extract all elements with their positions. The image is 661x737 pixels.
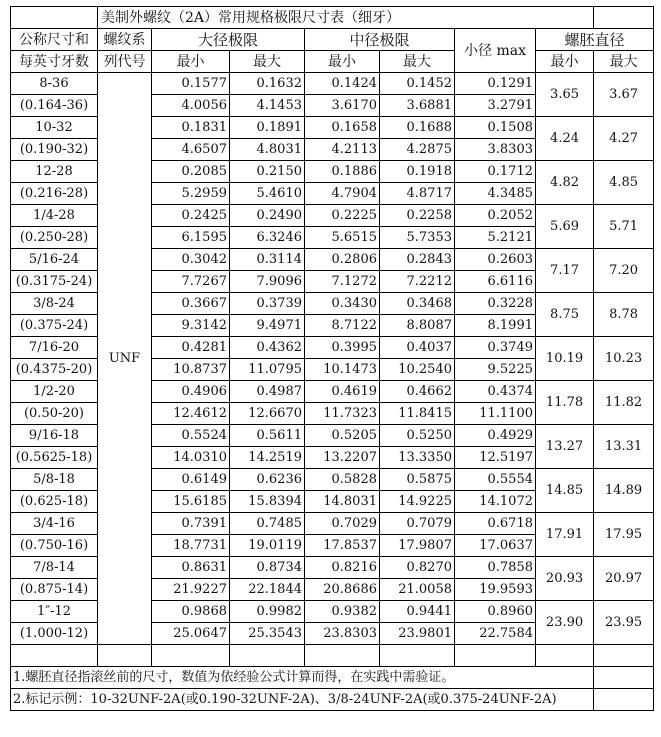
inch-pitch-min-cell: 0.3995 — [305, 337, 380, 359]
header-row-1 — [11, 29, 654, 51]
mm-minor-max-cell: 14.1072 — [455, 491, 536, 513]
mm-pitch-min-cell: 8.7122 — [305, 315, 380, 337]
inch-major-max-cell: 0.9982 — [230, 601, 305, 623]
header-series-line1: 螺纹系 — [98, 29, 152, 51]
inch-minor-max-cell: 0.4929 — [455, 425, 536, 447]
inch-major-min-cell: 0.6149 — [152, 469, 230, 491]
size-cell: 5/16-24 — [11, 249, 98, 271]
blank-max-cell: 14.89 — [594, 469, 654, 513]
empty-cell — [536, 645, 594, 667]
blank-min-cell: 4.82 — [536, 161, 594, 205]
size-cell: 3/4-16 — [11, 513, 98, 535]
blank-min-cell: 13.27 — [536, 425, 594, 469]
size-cell: 1/4-28 — [11, 205, 98, 227]
size-cell: 10-32 — [11, 117, 98, 139]
mm-pitch-max-cell: 8.8087 — [380, 315, 455, 337]
inch-major-max-cell: 0.5611 — [230, 425, 305, 447]
blank-max-cell: 23.95 — [594, 601, 654, 645]
header-major-diameter: 大径极限 — [152, 29, 305, 51]
size-cell: 7/8-14 — [11, 557, 98, 579]
mm-major-min-cell: 10.8737 — [152, 359, 230, 381]
mm-minor-max-cell: 5.2121 — [455, 227, 536, 249]
mm-pitch-min-cell: 17.8537 — [305, 535, 380, 557]
inch-major-max-cell: 0.6236 — [230, 469, 305, 491]
title-right-cell — [594, 7, 654, 29]
mm-minor-max-cell: 3.2791 — [455, 95, 536, 117]
header-series-line2: 列代号 — [98, 51, 152, 73]
header-major-min: 最小 — [152, 51, 230, 73]
blank-min-cell: 14.85 — [536, 469, 594, 513]
size-decimal-cell: (0.216-28) — [11, 183, 98, 205]
blank-min-cell: 3.65 — [536, 73, 594, 117]
mm-pitch-max-cell: 21.0058 — [380, 579, 455, 601]
inch-pitch-min-cell: 0.2225 — [305, 205, 380, 227]
mm-minor-max-cell: 8.1991 — [455, 315, 536, 337]
mm-pitch-min-cell: 4.7904 — [305, 183, 380, 205]
size-decimal-cell: (0.190-32) — [11, 139, 98, 161]
inch-minor-max-cell: 0.1508 — [455, 117, 536, 139]
note-text: 2.标记示例：10-32UNF-2A(或0.190-32UNF-2A)、3/8-24UNF-2A(或0.375-24UNF-2A) — [11, 689, 594, 711]
empty-cell — [455, 645, 536, 667]
inch-pitch-min-cell: 0.2806 — [305, 249, 380, 271]
blank-max-cell: 5.71 — [594, 205, 654, 249]
blank-max-cell: 3.67 — [594, 73, 654, 117]
size-decimal-cell: (0.3175-24) — [11, 271, 98, 293]
header-pitch-min: 最小 — [305, 51, 380, 73]
mm-pitch-min-cell: 20.8686 — [305, 579, 380, 601]
inch-minor-max-cell: 0.2052 — [455, 205, 536, 227]
mm-minor-max-cell: 22.7584 — [455, 623, 536, 645]
size-cell: 12-28 — [11, 161, 98, 183]
blank-max-cell: 11.82 — [594, 381, 654, 425]
mm-pitch-max-cell: 3.6881 — [380, 95, 455, 117]
mm-pitch-min-cell: 10.1473 — [305, 359, 380, 381]
mm-pitch-min-cell: 5.6515 — [305, 227, 380, 249]
inch-pitch-min-cell: 0.5205 — [305, 425, 380, 447]
mm-minor-max-cell: 19.9593 — [455, 579, 536, 601]
mm-major-max-cell: 25.3543 — [230, 623, 305, 645]
title-left-cell — [11, 7, 98, 29]
size-decimal-cell: (0.164-36) — [11, 95, 98, 117]
inch-pitch-min-cell: 0.7029 — [305, 513, 380, 535]
inch-major-min-cell: 0.3667 — [152, 293, 230, 315]
inch-pitch-max-cell: 0.7079 — [380, 513, 455, 535]
mm-major-max-cell: 19.0119 — [230, 535, 305, 557]
header-pitch-diameter: 中径极限 — [305, 29, 455, 51]
inch-major-min-cell: 0.1577 — [152, 73, 230, 95]
empty-cell — [11, 645, 98, 667]
inch-minor-max-cell: 0.6718 — [455, 513, 536, 535]
blank-max-cell: 13.31 — [594, 425, 654, 469]
inch-major-min-cell: 0.1831 — [152, 117, 230, 139]
mm-pitch-min-cell: 13.2207 — [305, 447, 380, 469]
empty-cell — [152, 645, 230, 667]
inch-major-max-cell: 0.2150 — [230, 161, 305, 183]
size-cell: 9/16-18 — [11, 425, 98, 447]
inch-minor-max-cell: 0.4374 — [455, 381, 536, 403]
note-right-cell — [594, 689, 654, 711]
inch-major-max-cell: 0.7485 — [230, 513, 305, 535]
mm-major-max-cell: 15.8394 — [230, 491, 305, 513]
inch-major-min-cell: 0.2085 — [152, 161, 230, 183]
inch-major-min-cell: 0.9868 — [152, 601, 230, 623]
size-decimal-cell: (0.750-16) — [11, 535, 98, 557]
spacer-row — [11, 645, 654, 667]
inch-major-min-cell: 0.5524 — [152, 425, 230, 447]
inch-major-max-cell: 0.3114 — [230, 249, 305, 271]
mm-major-max-cell: 4.1453 — [230, 95, 305, 117]
mm-pitch-max-cell: 7.2212 — [380, 271, 455, 293]
size-decimal-cell: (0.4375-20) — [11, 359, 98, 381]
mm-major-max-cell: 14.2519 — [230, 447, 305, 469]
table-title: 美制外螺纹（2A）常用规格极限尺寸表（细牙） — [98, 7, 594, 29]
size-decimal-cell: (0.250-28) — [11, 227, 98, 249]
inch-major-min-cell: 0.2425 — [152, 205, 230, 227]
empty-cell — [594, 645, 654, 667]
mm-major-min-cell: 14.0310 — [152, 447, 230, 469]
mm-pitch-max-cell: 4.2875 — [380, 139, 455, 161]
mm-pitch-min-cell: 14.8031 — [305, 491, 380, 513]
mm-major-max-cell: 12.6670 — [230, 403, 305, 425]
empty-cell — [380, 645, 455, 667]
size-decimal-cell: (0.625-18) — [11, 491, 98, 513]
inch-major-min-cell: 0.7391 — [152, 513, 230, 535]
mm-minor-max-cell: 6.6116 — [455, 271, 536, 293]
header-nominal-line2: 每英寸牙数 — [11, 51, 98, 73]
mm-pitch-min-cell: 4.2113 — [305, 139, 380, 161]
mm-pitch-min-cell: 23.8303 — [305, 623, 380, 645]
mm-major-max-cell: 4.8031 — [230, 139, 305, 161]
size-cell: 3/8-24 — [11, 293, 98, 315]
inch-minor-max-cell: 0.8960 — [455, 601, 536, 623]
header-blank-diameter: 螺胚直径 — [536, 29, 654, 51]
mm-major-min-cell: 5.2959 — [152, 183, 230, 205]
size-decimal-cell: (0.5625-18) — [11, 447, 98, 469]
mm-pitch-min-cell: 11.7323 — [305, 403, 380, 425]
mm-major-min-cell: 15.6185 — [152, 491, 230, 513]
mm-major-max-cell: 22.1844 — [230, 579, 305, 601]
inch-pitch-max-cell: 0.1918 — [380, 161, 455, 183]
blank-max-cell: 7.20 — [594, 249, 654, 293]
series-cell: UNF — [98, 73, 152, 645]
inch-minor-max-cell: 0.5554 — [455, 469, 536, 491]
mm-major-min-cell: 4.0056 — [152, 95, 230, 117]
blank-min-cell: 17.91 — [536, 513, 594, 557]
header-nominal-line1: 公称尺寸和 — [11, 29, 98, 51]
blank-max-cell: 17.95 — [594, 513, 654, 557]
blank-min-cell: 20.93 — [536, 557, 594, 601]
header-blank-min: 最小 — [536, 51, 594, 73]
inch-pitch-max-cell: 0.4037 — [380, 337, 455, 359]
blank-max-cell: 8.78 — [594, 293, 654, 337]
blank-max-cell: 4.85 — [594, 161, 654, 205]
header-row-2 — [11, 51, 654, 73]
inch-pitch-min-cell: 0.8216 — [305, 557, 380, 579]
mm-pitch-max-cell: 14.9225 — [380, 491, 455, 513]
inch-pitch-min-cell: 0.5828 — [305, 469, 380, 491]
header-pitch-max: 最大 — [380, 51, 455, 73]
blank-min-cell: 23.90 — [536, 601, 594, 645]
inch-pitch-max-cell: 0.8270 — [380, 557, 455, 579]
inch-pitch-max-cell: 0.1688 — [380, 117, 455, 139]
inch-pitch-min-cell: 0.1424 — [305, 73, 380, 95]
size-cell: 5/8-18 — [11, 469, 98, 491]
inch-pitch-max-cell: 0.9441 — [380, 601, 455, 623]
mm-pitch-max-cell: 23.9801 — [380, 623, 455, 645]
size-cell: 1″-12 — [11, 601, 98, 623]
inch-pitch-max-cell: 0.4662 — [380, 381, 455, 403]
mm-pitch-min-cell: 7.1272 — [305, 271, 380, 293]
header-blank-max: 最大 — [594, 51, 654, 73]
size-decimal-cell: (1.000-12) — [11, 623, 98, 645]
blank-min-cell: 7.17 — [536, 249, 594, 293]
mm-pitch-min-cell: 3.6170 — [305, 95, 380, 117]
table-row — [11, 73, 654, 95]
mm-major-min-cell: 25.0647 — [152, 623, 230, 645]
inch-pitch-max-cell: 0.2258 — [380, 205, 455, 227]
size-cell: 7/16-20 — [11, 337, 98, 359]
inch-major-max-cell: 0.4987 — [230, 381, 305, 403]
inch-minor-max-cell: 0.3228 — [455, 293, 536, 315]
inch-major-min-cell: 0.3042 — [152, 249, 230, 271]
mm-minor-max-cell: 17.0637 — [455, 535, 536, 557]
blank-max-cell: 20.97 — [594, 557, 654, 601]
inch-major-max-cell: 0.3739 — [230, 293, 305, 315]
inch-pitch-min-cell: 0.9382 — [305, 601, 380, 623]
mm-pitch-max-cell: 17.9807 — [380, 535, 455, 557]
inch-pitch-min-cell: 0.4619 — [305, 381, 380, 403]
inch-pitch-min-cell: 0.1658 — [305, 117, 380, 139]
mm-minor-max-cell: 4.3485 — [455, 183, 536, 205]
inch-minor-max-cell: 0.1291 — [455, 73, 536, 95]
mm-pitch-max-cell: 4.8717 — [380, 183, 455, 205]
inch-pitch-max-cell: 0.5875 — [380, 469, 455, 491]
note-row — [11, 689, 654, 711]
inch-pitch-min-cell: 0.1886 — [305, 161, 380, 183]
mm-major-min-cell: 21.9227 — [152, 579, 230, 601]
mm-major-min-cell: 9.3142 — [152, 315, 230, 337]
inch-minor-max-cell: 0.7858 — [455, 557, 536, 579]
blank-min-cell: 4.24 — [536, 117, 594, 161]
note-text: 1.螺胚直径指滚丝前的尺寸，数值为依经验公式计算而得，在实践中需验证。 — [11, 667, 594, 689]
mm-major-min-cell: 18.7731 — [152, 535, 230, 557]
inch-pitch-max-cell: 0.3468 — [380, 293, 455, 315]
blank-min-cell: 8.75 — [536, 293, 594, 337]
mm-major-min-cell: 7.7267 — [152, 271, 230, 293]
mm-major-max-cell: 7.9096 — [230, 271, 305, 293]
mm-major-min-cell: 6.1595 — [152, 227, 230, 249]
size-decimal-cell: (0.875-14) — [11, 579, 98, 601]
header-minor-diameter: 小径 max — [455, 29, 536, 73]
mm-major-max-cell: 11.0795 — [230, 359, 305, 381]
inch-pitch-max-cell: 0.2843 — [380, 249, 455, 271]
note-row — [11, 667, 654, 689]
inch-pitch-min-cell: 0.3430 — [305, 293, 380, 315]
size-decimal-cell: (0.375-24) — [11, 315, 98, 337]
thread-limits-table — [10, 6, 654, 711]
inch-minor-max-cell: 0.3749 — [455, 337, 536, 359]
mm-major-max-cell: 5.4610 — [230, 183, 305, 205]
inch-major-max-cell: 0.4362 — [230, 337, 305, 359]
mm-major-max-cell: 9.4971 — [230, 315, 305, 337]
header-major-max: 最大 — [230, 51, 305, 73]
mm-pitch-max-cell: 5.7353 — [380, 227, 455, 249]
blank-min-cell: 11.78 — [536, 381, 594, 425]
mm-major-min-cell: 12.4612 — [152, 403, 230, 425]
inch-major-max-cell: 0.2490 — [230, 205, 305, 227]
inch-major-min-cell: 0.8631 — [152, 557, 230, 579]
inch-major-max-cell: 0.1891 — [230, 117, 305, 139]
inch-major-min-cell: 0.4906 — [152, 381, 230, 403]
mm-minor-max-cell: 12.5197 — [455, 447, 536, 469]
inch-major-max-cell: 0.8734 — [230, 557, 305, 579]
inch-major-max-cell: 0.1632 — [230, 73, 305, 95]
mm-major-max-cell: 6.3246 — [230, 227, 305, 249]
blank-max-cell: 10.23 — [594, 337, 654, 381]
blank-min-cell: 10.19 — [536, 337, 594, 381]
note-right-cell — [594, 667, 654, 689]
inch-minor-max-cell: 0.2603 — [455, 249, 536, 271]
size-decimal-cell: (0.50-20) — [11, 403, 98, 425]
mm-major-min-cell: 4.6507 — [152, 139, 230, 161]
empty-cell — [305, 645, 380, 667]
empty-cell — [230, 645, 305, 667]
inch-major-min-cell: 0.4281 — [152, 337, 230, 359]
inch-pitch-max-cell: 0.1452 — [380, 73, 455, 95]
title-row — [11, 7, 654, 29]
inch-pitch-max-cell: 0.5250 — [380, 425, 455, 447]
blank-max-cell: 4.27 — [594, 117, 654, 161]
mm-minor-max-cell: 3.8303 — [455, 139, 536, 161]
size-cell: 8-36 — [11, 73, 98, 95]
mm-minor-max-cell: 9.5225 — [455, 359, 536, 381]
empty-cell — [98, 645, 152, 667]
mm-pitch-max-cell: 10.2540 — [380, 359, 455, 381]
blank-min-cell: 5.69 — [536, 205, 594, 249]
inch-minor-max-cell: 0.1712 — [455, 161, 536, 183]
mm-minor-max-cell: 11.1100 — [455, 403, 536, 425]
size-cell: 1/2-20 — [11, 381, 98, 403]
mm-pitch-max-cell: 13.3350 — [380, 447, 455, 469]
mm-pitch-max-cell: 11.8415 — [380, 403, 455, 425]
thread-limits-sheet — [10, 6, 653, 711]
